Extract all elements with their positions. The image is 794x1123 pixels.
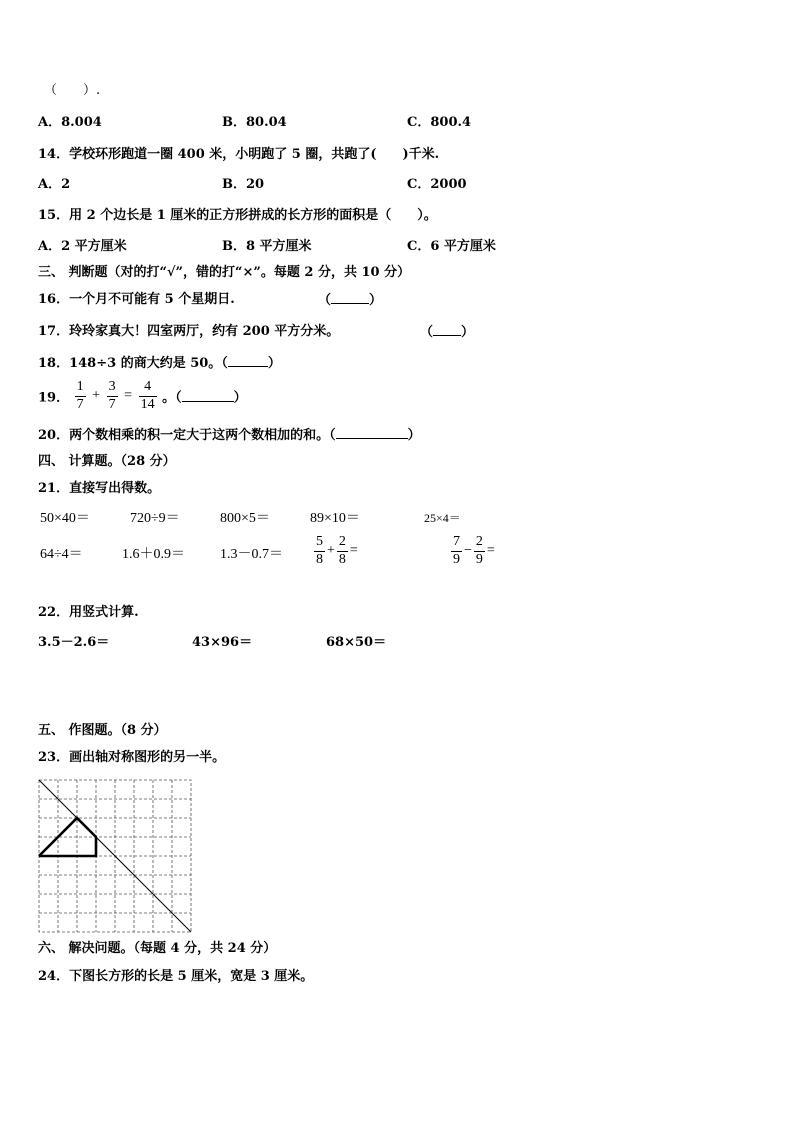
q21-expr-8: 1.3－0.7＝ [220, 547, 283, 562]
fraction-numerator: 5 [314, 535, 325, 552]
q19-fraction-3 [139, 380, 157, 412]
fraction-denominator: 9 [475, 551, 483, 567]
q16-question: 16．一个月不可能有 5 个星期日. [38, 292, 235, 307]
q18-close-paren: ） [267, 356, 281, 371]
q22-item-2: 43×96＝ [192, 635, 253, 650]
q16-open-paren: （ [318, 293, 332, 308]
section-3-heading: 三、 判断题（对的打“√”，错的打“×”。每题 2 分，共 10 分） [38, 265, 411, 280]
q17-open-paren: （ [420, 325, 434, 340]
q21-fraction-expr-b [450, 535, 496, 567]
q19-answer-blank[interactable] [182, 391, 234, 402]
equals-sign: = [486, 543, 495, 559]
q24-question: 24．下图长方形的长是 5 厘米，宽是 3 厘米。 [38, 969, 314, 984]
q14-option-a: A．2 [38, 177, 71, 192]
q15-question: 15．用 2 个边长是 1 厘米的正方形拼成的长方形的面积是（ ）。 [38, 208, 437, 223]
q21-expr-3: 800×5＝ [220, 511, 270, 526]
section-6-heading: 六、 解决问题。（每题 4 分，共 24 分） [38, 941, 277, 956]
q22-item-1: 3.5－2.6＝ [38, 635, 110, 650]
q21-expr-4: 89×10＝ [310, 511, 360, 526]
q19-close-paren: ） [233, 390, 247, 406]
q20-question: 20．两个数相乘的积一定大于这两个数相加的和。 [38, 428, 330, 443]
fraction-denominator: 8 [316, 551, 323, 567]
q14-prefix: 14．学校环形跑道一圈 400 米，小明跑了 5 圈，共跑了( [38, 147, 377, 162]
q14-option-c: C．2000 [407, 177, 467, 192]
fraction-numerator: 3 [107, 380, 118, 397]
fraction-denominator: 9 [453, 551, 460, 567]
fraction-numerator: 1 [75, 380, 86, 397]
q13-answer-paren: （ ）. [44, 83, 101, 98]
q21-title: 21．直接写出得数。 [38, 481, 161, 496]
q22-item-3: 68×50＝ [326, 635, 387, 650]
q20-close-paren: ） [407, 428, 421, 443]
q13-option-c: C．800.4 [407, 115, 472, 130]
q15-option-c: C．6 平方厘米 [407, 239, 496, 254]
equals-sign: = [349, 543, 358, 559]
fraction-numerator: 2 [474, 535, 485, 552]
fraction [451, 535, 462, 567]
q14-suffix: )千米. [402, 147, 440, 162]
q20-open-paren: （ [329, 428, 336, 443]
q16-close-paren: ） [369, 293, 383, 308]
fraction-denominator: 14 [140, 396, 155, 412]
q23-grid-figure[interactable] [38, 779, 192, 933]
section-5-heading: 五、 作图题。（8 分） [38, 723, 167, 738]
equals-sign: = [124, 388, 133, 404]
q18-open-paren: （ [221, 356, 228, 371]
fraction-numerator: 4 [139, 380, 157, 397]
q13-option-b: B．80.04 [222, 115, 287, 130]
q13-option-a: A．8.004 [38, 115, 102, 130]
q18-answer-blank[interactable] [221, 356, 281, 371]
q15-option-a: A．2 平方厘米 [38, 239, 127, 254]
fraction [474, 535, 485, 567]
q21-expr-6: 64÷4＝ [40, 547, 83, 562]
q14-option-b: B．20 [222, 177, 265, 192]
q19-fraction-2 [107, 380, 118, 412]
q16-answer-blank[interactable] [318, 293, 382, 307]
q21-expr-1: 50×40＝ [40, 511, 90, 526]
fraction-numerator: 7 [451, 535, 462, 552]
q19-line [38, 380, 247, 412]
fraction [314, 535, 325, 567]
q20-line [38, 428, 421, 442]
minus-sign: − [464, 543, 472, 559]
plus-sign: + [327, 543, 335, 559]
q14-question [38, 148, 439, 161]
fraction-denominator: 7 [108, 396, 116, 412]
fraction-numerator: 2 [337, 535, 348, 552]
q21-expr-7: 1.6＋0.9＝ [122, 547, 185, 562]
q21-expr-5: 25×4＝ [424, 511, 461, 525]
q17-answer-blank[interactable] [420, 325, 474, 339]
fraction-denominator: 7 [76, 396, 84, 412]
q19-number: 19． [38, 390, 70, 406]
q21-fraction-expr-a [313, 535, 359, 567]
q20-answer-blank[interactable] [329, 428, 421, 443]
fraction-denominator: 8 [338, 551, 346, 567]
q19-open-paren: 。（ [162, 390, 182, 406]
q17-close-paren: ） [461, 325, 475, 340]
fraction [337, 535, 348, 567]
plus-sign: + [92, 388, 101, 404]
q22-title: 22．用竖式计算. [38, 605, 139, 620]
q19-fraction-1 [75, 380, 86, 412]
q23-title: 23．画出轴对称图形的另一半。 [38, 750, 226, 765]
q15-option-b: B．8 平方厘米 [222, 239, 312, 254]
half-figure-outline [39, 818, 96, 856]
q17-question: 17．玲玲家真大！四室两厅，约有 200 平方分米。 [38, 324, 340, 339]
q21-expr-2: 720÷9＝ [130, 511, 180, 526]
section-4-heading: 四、 计算题。（28 分） [38, 454, 176, 469]
q18-line [38, 356, 281, 370]
q18-question: 18．148÷3 的商大约是 50。 [38, 356, 222, 371]
